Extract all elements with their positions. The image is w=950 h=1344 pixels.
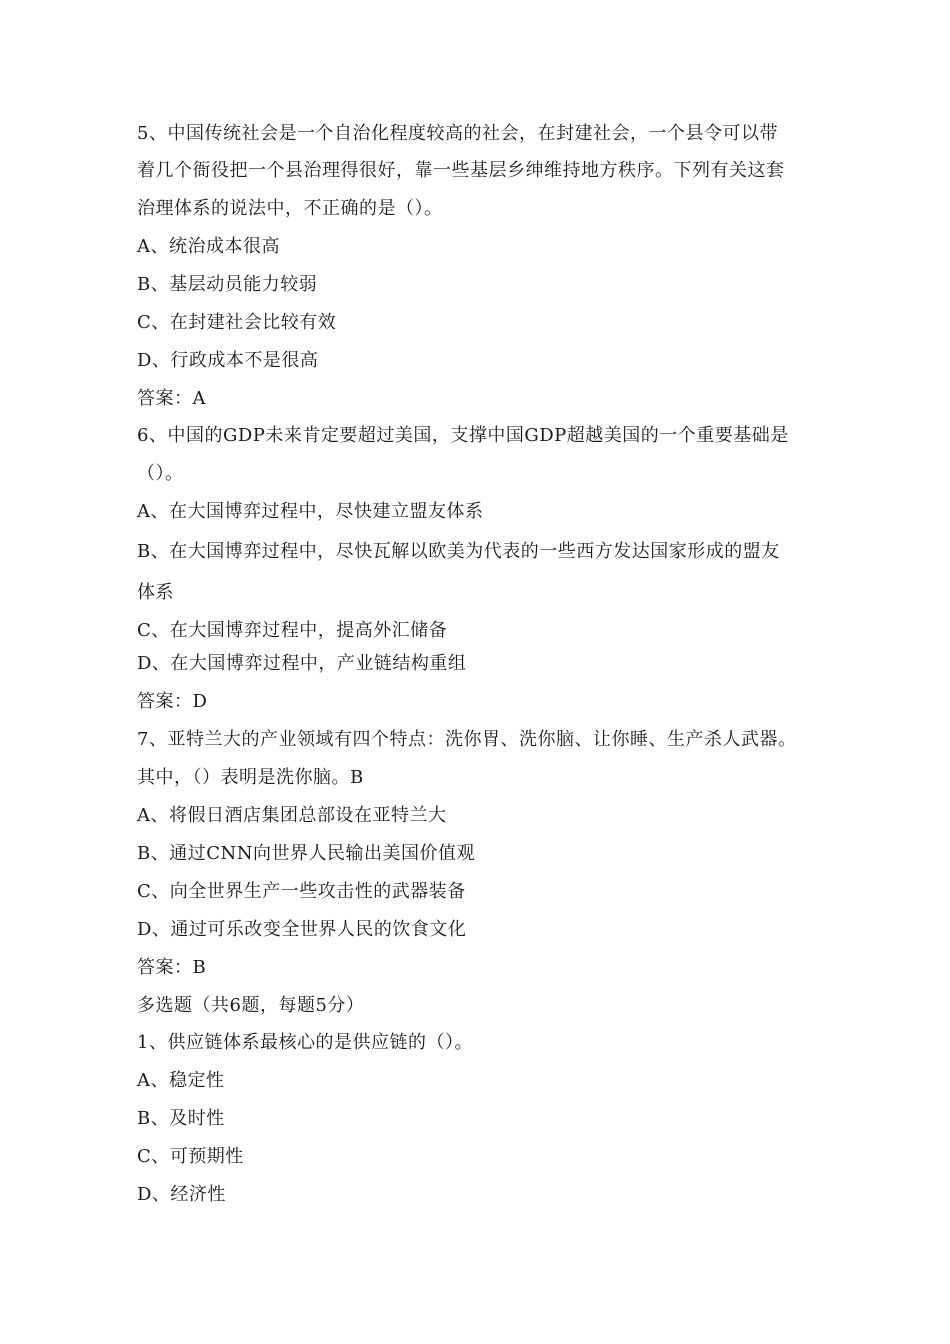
question-5-answer: 答案：A	[137, 388, 206, 409]
question-5-stem-line-1: 5、中国传统社会是一个自治化程度较高的社会，在封建社会，一个县令可以带	[137, 123, 778, 144]
question-7-answer: 答案：B	[137, 957, 207, 978]
question-7-stem-line-1: 7、亚特兰大的产业领域有四个特点：洗你胃、洗你脑、让你睡、生产杀人武器。	[137, 729, 797, 750]
question-6-stem-line-2: （）。	[137, 463, 184, 484]
question-6-answer: 答案：D	[137, 691, 208, 712]
question-5-option-c: C、在封建社会比较有效	[137, 312, 337, 333]
question-7-option-a: A、将假日酒店集团总部设在亚特兰大	[137, 805, 447, 826]
question-5-option-d: D、行政成本不是很高	[137, 350, 319, 371]
question-6-stem-line-1: 6、中国的GDP未来肯定要超过美国，支撑中国GDP超越美国的一个重要基础是	[137, 425, 789, 446]
question-5-stem-line-2: 着几个衙役把一个县治理得很好，靠一些基层乡绅维持地方秩序。下列有关这套	[137, 160, 785, 181]
multi-question-1-option-b: B、及时性	[137, 1108, 225, 1129]
question-6-option-c: C、在大国博弈过程中，提高外汇储备	[137, 620, 448, 641]
multi-question-1-stem: 1、供应链体系最核心的是供应链的（）。	[137, 1032, 473, 1053]
question-6-option-b-line-2: 体系	[137, 582, 174, 603]
multi-question-1-option-c: C、可预期性	[137, 1146, 244, 1167]
question-5-stem-line-3: 治理体系的说法中，不正确的是（）。	[137, 198, 443, 219]
question-7-stem-line-2: 其中，（）表明是洗你脑。B	[137, 767, 364, 788]
question-6-option-d: D、在大国博弈过程中，产业链结构重组	[137, 653, 467, 674]
question-5-option-b: B、基层动员能力较弱	[137, 274, 318, 295]
section-header-multi-choice: 多选题（共6题，每题5分）	[137, 995, 365, 1016]
question-7-option-d: D、通过可乐改变全世界人民的饮食文化	[137, 919, 467, 940]
question-6-option-b-line-1: B、在大国博弈过程中，尽快瓦解以欧美为代表的一些西方发达国家形成的盟友	[137, 541, 780, 562]
question-7-option-c: C、向全世界生产一些攻击性的武器装备	[137, 881, 466, 902]
question-5-option-a: A、统治成本很高	[137, 236, 280, 257]
multi-question-1-option-a: A、稳定性	[137, 1070, 225, 1091]
multi-question-1-option-d: D、经济性	[137, 1184, 226, 1205]
question-6-option-a: A、在大国博弈过程中，尽快建立盟友体系	[137, 501, 484, 522]
question-7-option-b: B、通过CNN向世界人民输出美国价值观	[137, 843, 475, 864]
